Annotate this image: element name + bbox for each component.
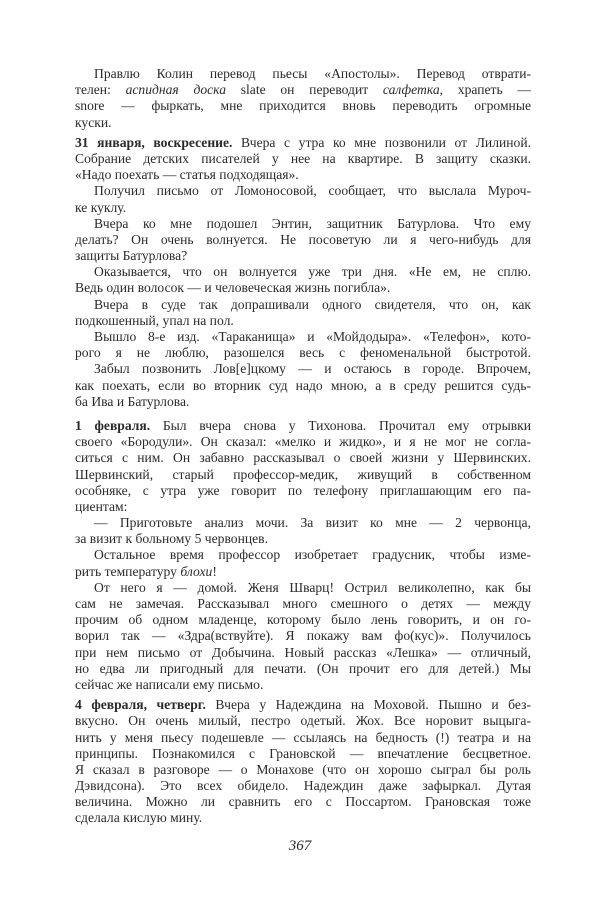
text-line: как поехать, если во вторник суд надо мною, а в среду решится судь- bbox=[75, 377, 531, 393]
paragraph-schwarz bbox=[75, 580, 531, 693]
text-segment: рить температуру bbox=[75, 563, 181, 579]
paragraph-thermometer bbox=[75, 547, 531, 579]
text-line: Я сказал в разговоре — о Монахове (что он хорошо сыграл бы роль bbox=[75, 761, 531, 777]
text-segment: Вчера с утра ко мне позвонили от Лилиной. bbox=[232, 134, 531, 150]
paragraph-quote bbox=[75, 515, 531, 547]
text-line: Вчера ко мне подошел Энтин, защитник Батурлова. Что ему bbox=[94, 215, 531, 231]
text-line bbox=[75, 697, 531, 713]
text-line: сейчас же написали ему письмо. bbox=[75, 676, 264, 692]
text-line: Правлю Колин перевод пьесы «Апостолы». Перевод отврати- bbox=[94, 66, 531, 81]
text-line bbox=[75, 564, 531, 580]
text-line: сделала кислую мину. bbox=[75, 810, 203, 826]
text-segment: телен: bbox=[75, 82, 126, 98]
paragraph-translation bbox=[75, 66, 531, 131]
entry-jan-31 bbox=[75, 135, 531, 184]
text-line: ке куклу. bbox=[75, 199, 127, 215]
entry-date-heading: 4 февраля, четверг. bbox=[75, 697, 206, 713]
text-line: вкусно. Он очень милый, пестро одетый. Жох. Все норовит выцыга- bbox=[75, 713, 531, 729]
entry-feb-1 bbox=[75, 418, 531, 515]
paragraph-editions bbox=[75, 329, 531, 361]
text-line: ворил так — «Здра(вствуйте). Я покажу вам фо(кус)». Получилось bbox=[75, 628, 531, 644]
text-line: особняке, с утра уже говорит по телефону приглашающим его па- bbox=[75, 482, 531, 498]
paragraph-letter bbox=[75, 183, 531, 215]
text-line: за визит к больному 5 червонцев. bbox=[75, 531, 268, 547]
text-line: но едва ли пригодный для печати. (Он прочит его для детей.) Мы bbox=[75, 660, 531, 676]
text-line: подкошенный, упал на пол. bbox=[75, 312, 234, 328]
text-line: рого я не люблю, разошелся весь с феноменальной быстротой. bbox=[75, 345, 531, 361]
text-line: «Надо поехать — статья подходящая». bbox=[75, 167, 299, 183]
text-line: Вышло 8-е изд. «Тараканища» и «Мойдодыра». «Телефон», кото- bbox=[94, 329, 531, 344]
text-line: прочим об одном младенце, которому было лень говорить, и он го- bbox=[75, 612, 531, 628]
entry-date-heading: 1 февраля. bbox=[75, 417, 151, 433]
text-line: Дэвидсона). Это всех обидело. Надеждин даже зафыркал. Дутая bbox=[75, 778, 531, 794]
entry-date-heading: 31 января, воскресение. bbox=[75, 134, 233, 150]
paragraph-forgot bbox=[75, 361, 531, 410]
text-line: Шервинский, старый профессор-медик, живущий в собственном bbox=[75, 466, 531, 482]
text-segment: , храпеть — bbox=[439, 82, 531, 98]
text-line bbox=[75, 135, 531, 151]
paragraph-worry bbox=[75, 264, 531, 296]
text-line: snore — фыркать, мне приходится вновь переводить огромные bbox=[75, 98, 531, 114]
text-line: Остальное время профессор изобретает градусник, чтобы изме- bbox=[94, 547, 531, 563]
page-body bbox=[75, 66, 531, 827]
text-segment: slate он переводит bbox=[226, 82, 383, 98]
text-line: при нем письмо от Добычина. Новый рассказ «Лешка» — отличный, bbox=[75, 644, 531, 660]
text-line: Забыл позвонить Лов[е]цкому — и остаюсь в городе. Впрочем, bbox=[94, 361, 531, 377]
text-line: Получил письмо от Ломоносовой, сообщает, что выслала Муроч- bbox=[94, 183, 531, 199]
text-line: величина. Можно ли сравнить его с Поссартом. Грановская тоже bbox=[75, 794, 531, 810]
emphasis-text: блохи bbox=[180, 563, 213, 579]
text-line: ситься с ним. Он забавно рассказывал о своей жизни у Шервинских. bbox=[75, 450, 531, 466]
text-line bbox=[75, 418, 531, 434]
text-line: Оказывается, что он волнуется уже три дня. «Не ем, не сплю. bbox=[94, 264, 531, 280]
text-line: От него я — домой. Женя Шварц! Острил великолепно, как бы bbox=[94, 579, 531, 595]
page-number: 367 bbox=[288, 838, 312, 854]
entry-feb-4 bbox=[75, 697, 531, 827]
text-line: ба Ива и Батурлова. bbox=[75, 393, 190, 409]
text-line: Вчера в суде так допрашивали одного свидетеля, что он, как bbox=[94, 296, 531, 312]
text-line: делать? Он очень волнуется. Не посоветую ли я чего-нибудь для bbox=[75, 231, 531, 247]
emphasis-text: салфетка bbox=[382, 82, 440, 98]
text-line: принципы. Познакомился с Грановской — впечатление бесцветное. bbox=[75, 745, 531, 761]
text-line: куски. bbox=[75, 114, 112, 130]
paragraph-court bbox=[75, 297, 531, 329]
text-line: нить у меня пьесу подешевле — ссылаясь на бедность (!) театра и на bbox=[75, 729, 531, 745]
text-line: Ведь один волосок — и человеческая жизнь погибла». bbox=[75, 280, 391, 296]
text-line: Собрание детских писателей у нее на квартире. В защиту сказки. bbox=[75, 150, 531, 166]
text-segment: Был вчера снова у Тихонова. Прочитал ему отрывки bbox=[150, 417, 531, 433]
text-line: защиты Батурлова? bbox=[75, 248, 188, 264]
text-line: — Приготовьте анализ мочи. За визит ко мне — 2 червонца, bbox=[94, 515, 531, 531]
text-line: сам не замечая. Рассказывал много смешного о детях — между bbox=[75, 596, 531, 611]
text-line bbox=[75, 82, 531, 98]
text-line: циентам: bbox=[75, 498, 128, 514]
text-segment: ! bbox=[212, 563, 217, 579]
emphasis-text: аспидная доска bbox=[125, 82, 226, 98]
paragraph-entin bbox=[75, 216, 531, 265]
text-line: своего «Бородули». Он сказал: «мелко и жидко», и я не мог не согла- bbox=[75, 434, 531, 450]
text-segment: Вчера у Надеждина на Моховой. Пышно и без- bbox=[205, 697, 531, 713]
